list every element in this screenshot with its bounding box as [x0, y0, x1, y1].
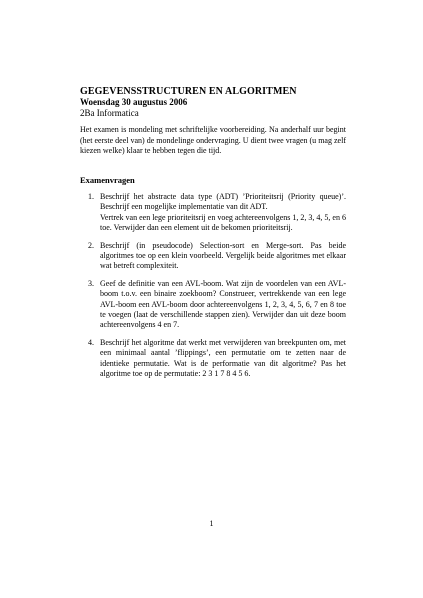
- question-text: Beschrijf (in pseudocode) Selection-sort en Merge-sort. Pas beide algoritmes toe op een klein voorbeeld. Vergelijk beide algoritmes met elkaar wat betreft complexiteit.: [100, 240, 346, 271]
- question-number: 3.: [88, 278, 94, 288]
- question-list: [80, 192, 346, 387]
- question-number: 4.: [88, 337, 94, 347]
- question-3: [80, 279, 346, 331]
- exam-header: [80, 86, 350, 119]
- question-text: Geef de definitie van een AVL-boom. Wat zijn de voordelen van een AVL-boom t.o.v. een binaire zoekboom? Construeer, vertrekkende van een lege AVL-boom een AVL-boom door achtereenvolgens 1, 2, 3, 4, 5, 6, 7 en 8 toe te voegen (laat de verschillende stappen zien). Verwijder dan uit deze boom achtereenvolgens 4 en 7.: [100, 278, 346, 330]
- question-1: [80, 192, 346, 234]
- section-title: Examenvragen: [80, 175, 135, 185]
- question-text: Beschrijf het algoritme dat werkt met verwijderen van breekpunten om, met een minimaal aantal ’flippings’, een permutatie om te zetten naar de identieke permutatie. Wat is de performatie van dit algoritme? Pas het algoritme toe op de permutatie: 2 3 1 7 8 4 5 6.: [100, 337, 346, 379]
- intro-paragraph: Het examen is mondeling met schriftelijke voorbereiding. Na anderhalf uur begint (het eerste deel van) de mondelinge ondervraging. U dient twee vragen (u mag zelf kiezen welke) klaar te hebben tegen die tijd.: [80, 125, 346, 155]
- question-2: [80, 241, 346, 272]
- program-name: 2Ba Informatica: [80, 108, 139, 118]
- question-4: [80, 338, 346, 380]
- question-text: Beschrijf het abstracte data type (ADT) ’Prioriteitsrij (Priority queue)’. Beschrijf een mogelijke implementatie van dit ADT.: [100, 192, 346, 212]
- question-number: 2.: [88, 240, 94, 250]
- page-number: 1: [209, 519, 214, 528]
- exam-date: Woensdag 30 augustus 2006: [80, 97, 188, 107]
- course-title: GEGEVENSSTRUCTUREN EN ALGORITMEN: [80, 86, 297, 97]
- question-number: 1.: [88, 192, 94, 201]
- question-text: Vertrek van een lege prioriteitsrij en voeg achtereenvolgens 1, 2, 3, 4, 5, en 6 toe. Verwijder dan een element uit de bekomen prioriteitsrij.: [100, 212, 346, 233]
